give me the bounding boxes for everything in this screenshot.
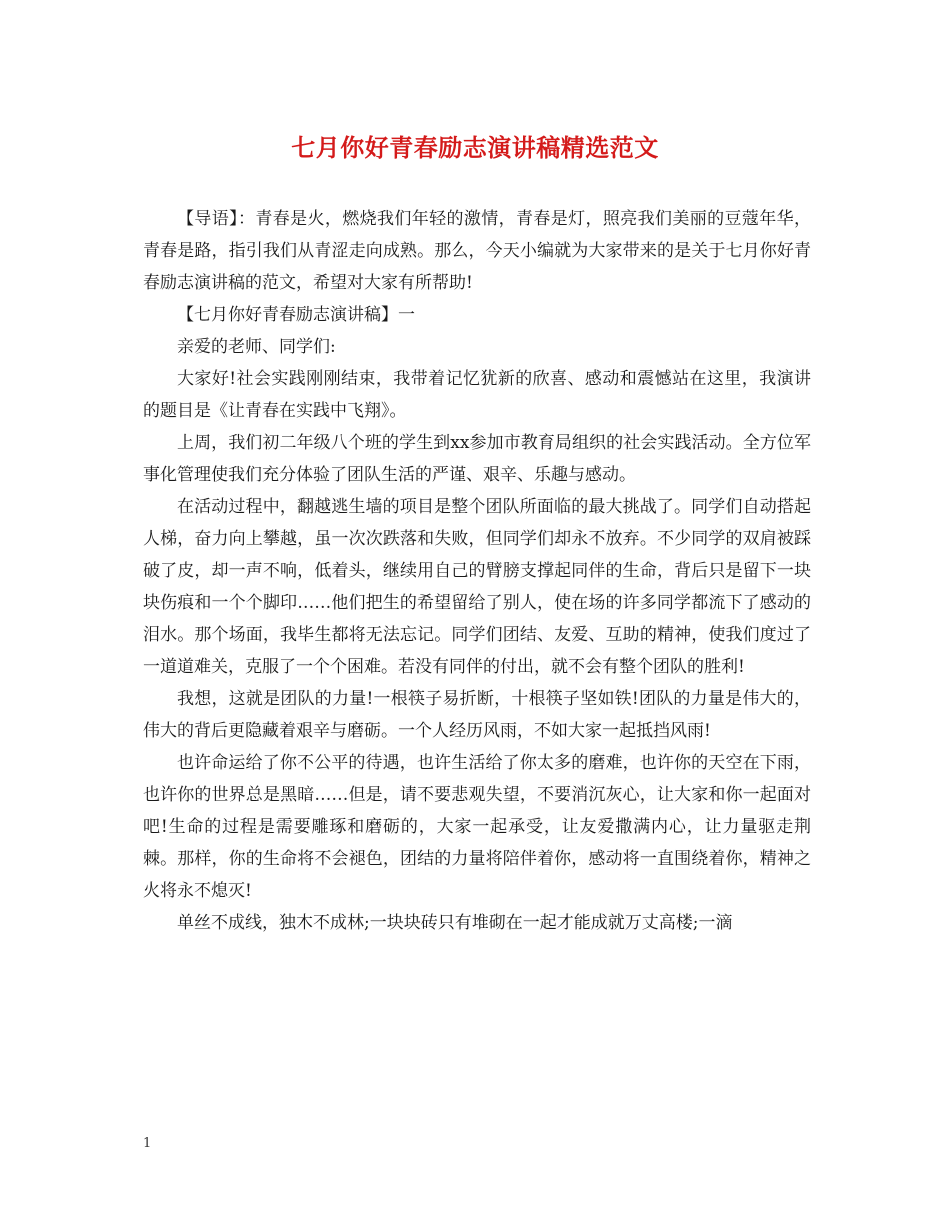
paragraph-single-thread: 单丝不成线，独木不成林;一块块砖只有堆砌在一起才能成就万丈高楼;一滴 xyxy=(177,913,733,933)
document-body xyxy=(143,203,811,939)
paragraph-section-heading: 【七月你好青春励志演讲稿】一 xyxy=(177,305,415,325)
document-title: 七月你好青春励志演讲稿精选范文 xyxy=(291,133,659,162)
paragraph-activity: 在活动过程中，翻越逃生墙的项目是整个团队所面临的最大挑战了。同学们自动搭起人梯，奋力向上攀越，虽一次次跌落和失败，但同学们却永不放弃。不少同学的双肩被踩破了皮，却一声不响，低着头，继续用自己的臂膀支撑起同伴的生命，背后只是留下一块块伤痕和一个个脚印……他们把生的希望留给了别人，使在场的许多同学都流下了感动的泪水。那个场面，我毕生都将无法忘记。同学们团结、友爱、互助的精神，使我们度过了一道道难关，克服了一个个困难。若没有同伴的付出，就不会有整个团队的胜利! xyxy=(143,497,811,677)
paragraph-fate: 也许命运给了你不公平的待遇，也许生活给了你太多的磨难，也许你的天空在下雨，也许你的世界总是黑暗……但是，请不要悲观失望，不要消沉灰心，让大家和你一起面对吧!生命的过程是需要雕琢和磨砺的，大家一起承受，让友爱撒满内心，让力量驱走荆棘。那样，你的生命将不会褪色，团结的力量将陪伴着你，感动将一直围绕着你，精神之火将永不熄灭! xyxy=(143,753,811,901)
paragraph-greeting: 大家好!社会实践刚刚结束，我带着记忆犹新的欣喜、感动和震憾站在这里，我演讲的题目是《让青春在实践中飞翔》。 xyxy=(143,369,811,421)
paragraph-intro: 【导语】：青春是火，燃烧我们年轻的激情，青春是灯，照亮我们美丽的豆蔻年华，青春是路，指引我们从青涩走向成熟。那么，今天小编就为大家带来的是关于七月你好青春励志演讲稿的范文，希望对大家有所帮助! xyxy=(143,209,811,293)
paragraph-team-power: 我想，这就是团队的力量!一根筷子易折断，十根筷子坚如铁!团队的力量是伟大的，伟大的背后更隐藏着艰辛与磨砺。一个人经历风雨，不如大家一起抵挡风雨! xyxy=(143,689,811,741)
page-number: 1 xyxy=(143,1136,152,1151)
paragraph-salutation: 亲爱的老师、同学们: xyxy=(177,337,336,357)
paragraph-last-week: 上周，我们初二年级八个班的学生到xx参加市教育局组织的社会实践活动。全方位军事化管理使我们充分体验了团队生活的严谨、艰辛、乐趣与感动。 xyxy=(143,433,811,485)
